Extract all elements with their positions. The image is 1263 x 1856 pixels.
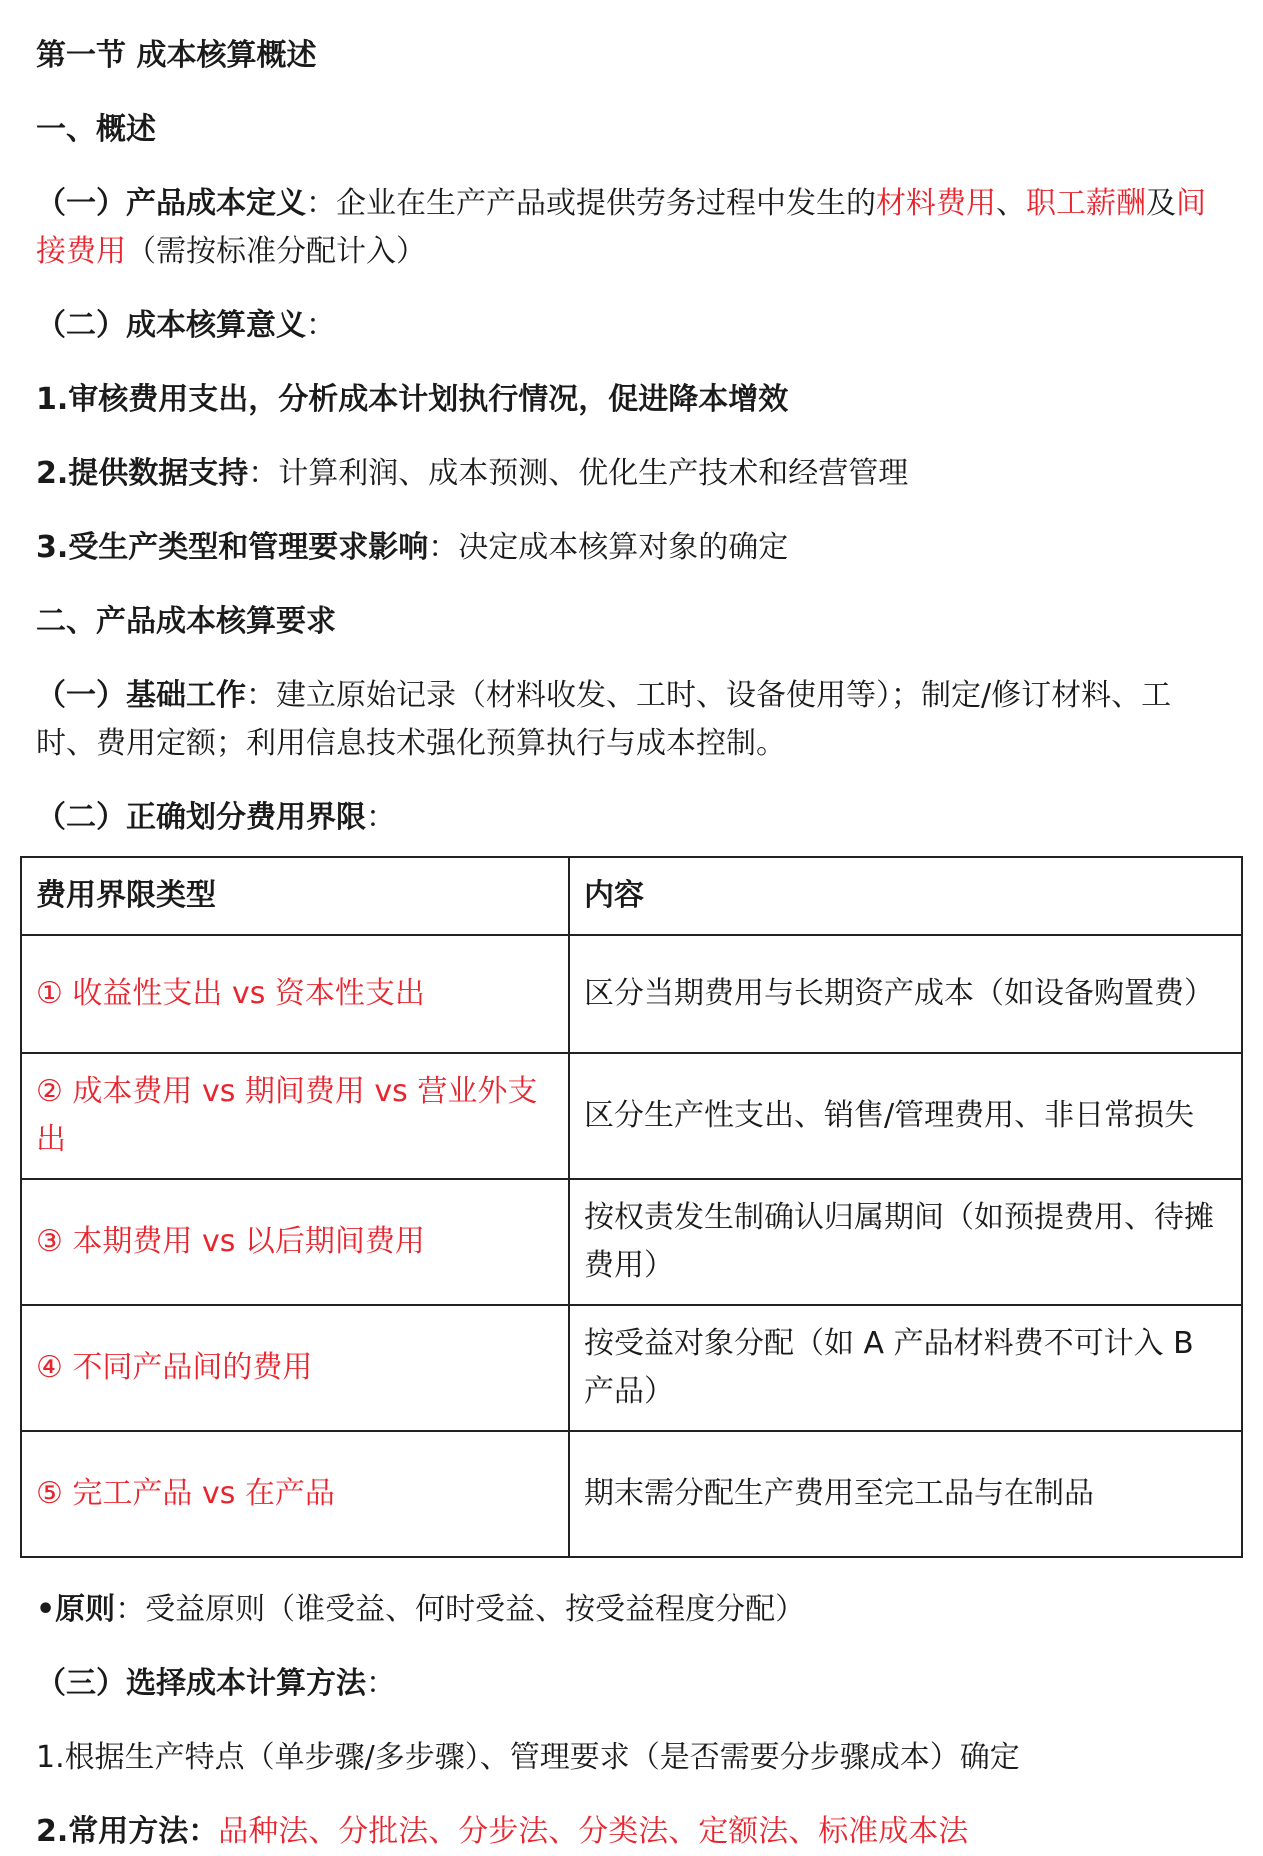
colon: ： [366,1666,396,1701]
colon: ： [246,678,276,713]
table-row [21,935,1242,1053]
label-data-support: 2.提供数据支持 [36,456,249,491]
basic-work-text: 建立原始记录（材料收发、工时、设备使用等）；制定/修订材料、工时、费用定额；利用信息技术强化预算执行与成本控制。 [36,678,1172,761]
data-support-text: 计算利润、成本预测、优化生产技术和经营管理 [278,456,909,491]
limit-content-cell: 区分当期费用与长期资产成本（如设备购置费） [569,935,1242,1053]
limit-content-cell: 按权责发生制确认归属期间（如预提费用、待摊费用） [569,1179,1242,1305]
label-cost-method: （三）选择成本计算方法 [36,1666,366,1701]
label-common-methods: 2.常用方法 [36,1814,189,1849]
colon: ： [188,1814,219,1849]
header-limit-type: 费用界限类型 [21,857,569,935]
principle-text: 受益原则（谁受益、何时受益、按受益程度分配） [145,1592,806,1627]
common-methods-list: 品种法、分批法、分步法、分类法、定额法、标准成本法 [218,1814,969,1849]
highlight-employee-pay: 职工薪酬 [1026,186,1146,221]
label-expense-limits: （二）正确划分费用界限 [36,800,366,835]
limit-type-cell: ④ 不同产品间的费用 [21,1305,569,1431]
paragraph-expense-limits [36,794,1243,842]
highlight-material-cost: 材料费用 [876,186,996,221]
item-method-basis: 1.根据生产特点（单步骤/多步骤）、管理要求（是否需要分步骤成本）确定 [36,1740,1020,1775]
highlight-indirect-cost: 间接费用 [36,186,1206,269]
item-common-methods [36,1808,1243,1856]
production-type-text: 决定成本核算对象的确定 [458,530,789,565]
principle-line [36,1586,1243,1634]
label-production-type: 3.受生产类型和管理要求影响 [36,530,429,565]
limit-type-cell: ③ 本期费用 vs 以后期间费用 [21,1179,569,1305]
colon: ： [366,800,396,835]
paragraph-product-cost-definition [36,180,1243,276]
table-row [21,1431,1242,1557]
label-product-cost-definition: （一）产品成本定义 [36,186,306,221]
paragraph-basic-work [36,672,1243,768]
item-review-expenses: 1.审核费用支出，分析成本计划执行情况，促进降本增效 [36,382,789,417]
colon: ： [248,456,279,491]
conjunction: 及 [1146,186,1176,221]
limit-type-cell: ① 收益性支出 vs 资本性支出 [21,935,569,1053]
label-basic-work: （一）基础工作 [36,678,246,713]
header-content: 内容 [569,857,1242,935]
limit-content-cell: 期末需分配生产费用至完工品与在制品 [569,1431,1242,1557]
expense-limits-table [20,856,1243,1558]
limit-type-cell: ⑤ 完工产品 vs 在产品 [21,1431,569,1557]
table-row [21,1305,1242,1431]
colon: ： [115,1592,146,1627]
limit-content-cell: 按受益对象分配（如 A 产品材料费不可计入 B 产品） [569,1305,1242,1431]
table-row [21,1053,1242,1179]
paragraph-cost-accounting-meaning [36,302,1243,350]
definition-note: （需按标准分配计入） [126,234,426,269]
label-cost-accounting-meaning: （二）成本核算意义 [36,308,306,343]
paragraph-cost-method [36,1660,1243,1708]
colon: ： [306,308,336,343]
heading-requirements: 二、产品成本核算要求 [36,604,336,639]
colon: ： [306,186,336,221]
definition-text: 企业在生产产品或提供劳务过程中发生的 [336,186,876,221]
label-principle: •原则 [36,1592,116,1627]
table-row [21,1179,1242,1305]
limit-type-cell: ② 成本费用 vs 期间费用 vs 营业外支出 [21,1053,569,1179]
limit-content-cell: 区分生产性支出、销售/管理费用、非日常损失 [569,1053,1242,1179]
item-production-type [36,524,1243,572]
table-header-row [21,857,1242,935]
item-data-support [36,450,1243,498]
section-title: 第一节 成本核算概述 [36,38,317,73]
heading-overview: 一、概述 [36,112,156,147]
colon: ： [428,530,459,565]
separator: 、 [996,186,1026,221]
